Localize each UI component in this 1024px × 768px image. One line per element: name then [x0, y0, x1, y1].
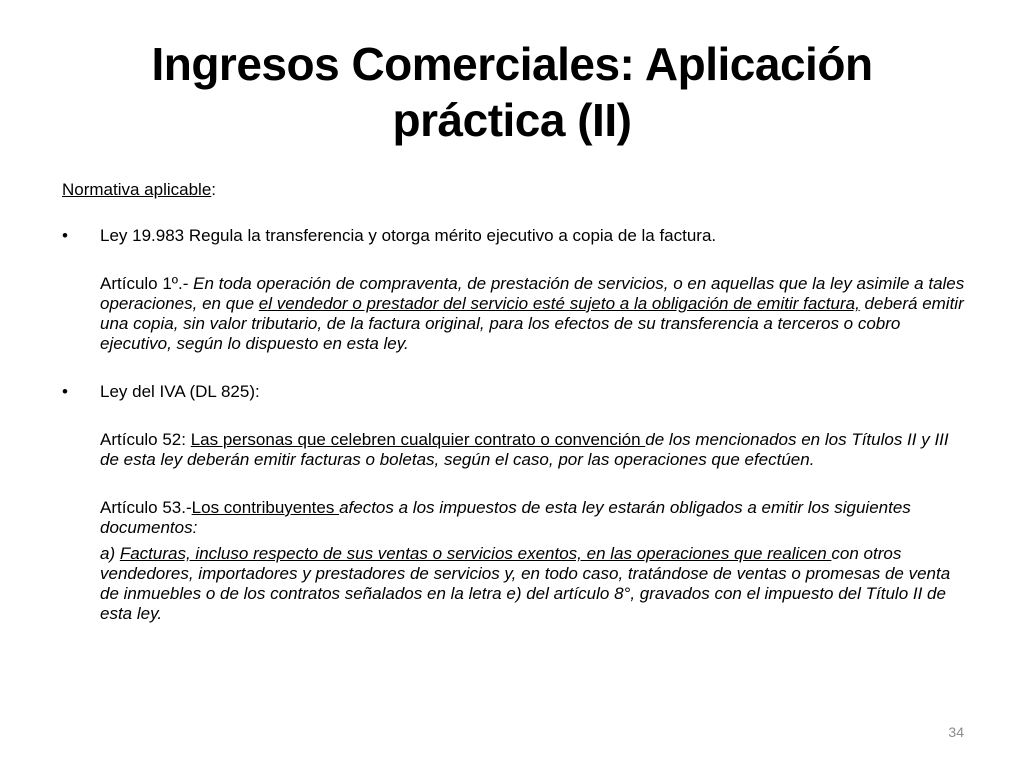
article-53-lead: Artículo 53.-: [100, 498, 192, 517]
bullet-text: Ley del IVA (DL 825):: [100, 382, 260, 401]
article-53-underlined: Los contribuyentes: [191, 498, 340, 517]
bullet-item-ley-iva: [62, 382, 972, 402]
article-53-paragraph: [100, 498, 972, 538]
section-heading-label: Normativa aplicable: [62, 180, 212, 199]
article-53a-paragraph: [100, 544, 972, 624]
slide-title-line-2: práctica (II): [392, 94, 632, 146]
article-1-text-1: En toda operación de compraventa, de prestación de servicios, o en aquellas que la ley asimile a tales operaciones, en que: [100, 274, 965, 313]
bullet-icon: •: [62, 226, 68, 245]
article-1-lead: Artículo 1º.-: [100, 274, 194, 293]
article-52-paragraph: [100, 430, 972, 470]
slide-title: [40, 36, 984, 148]
section-heading: [62, 180, 972, 200]
article-52-underlined: Las personas que celebren cualquier contrato o convención: [190, 430, 646, 449]
article-1-underlined: el vendedor o prestador del servicio esté sujeto a la obligación de emitir factura,: [258, 294, 860, 313]
article-1-paragraph: [100, 274, 972, 354]
article-1-text-2: deberá emitir una copia, sin valor tributario, de la factura original, para los efectos de su transferencia a terceros o cobro ejecutivo, según lo dispuesto en esta ley.: [100, 294, 964, 353]
bullet-icon: •: [62, 382, 68, 401]
article-52-text: de los mencionados en los Títulos II y III de esta ley deberán emitir facturas o boletas, según el caso, por las operaciones que efectúen.: [100, 430, 949, 469]
section-heading-colon: :: [211, 180, 217, 199]
slide-body: [62, 180, 972, 652]
slide-title-line-1: Ingresos Comerciales: Aplicación: [151, 38, 873, 90]
article-52-lead: Artículo 52:: [100, 430, 191, 449]
bullet-text: Ley 19.983 Regula la transferencia y otorga mérito ejecutivo a copia de la factura.: [100, 226, 717, 245]
article-53a-underlined: Facturas, incluso respecto de sus ventas o servicios exentos, en las operaciones que realicen: [119, 544, 832, 563]
bullet-item-ley-19983: [62, 226, 972, 246]
article-53-text: afectos a los impuestos de esta ley estarán obligados a emitir los siguientes documentos:: [100, 498, 911, 537]
article-53a-text: con otros vendedores, importadores y prestadores de servicios y, en todo caso, tratándose de ventas o promesas de venta de inmuebles o de los contratos señalados en la letra e) del artículo 8°, gravados con el impuesto del Título II de esta ley.: [100, 544, 951, 623]
article-53a-lead: a): [100, 544, 120, 563]
page-number: 34: [948, 724, 964, 740]
